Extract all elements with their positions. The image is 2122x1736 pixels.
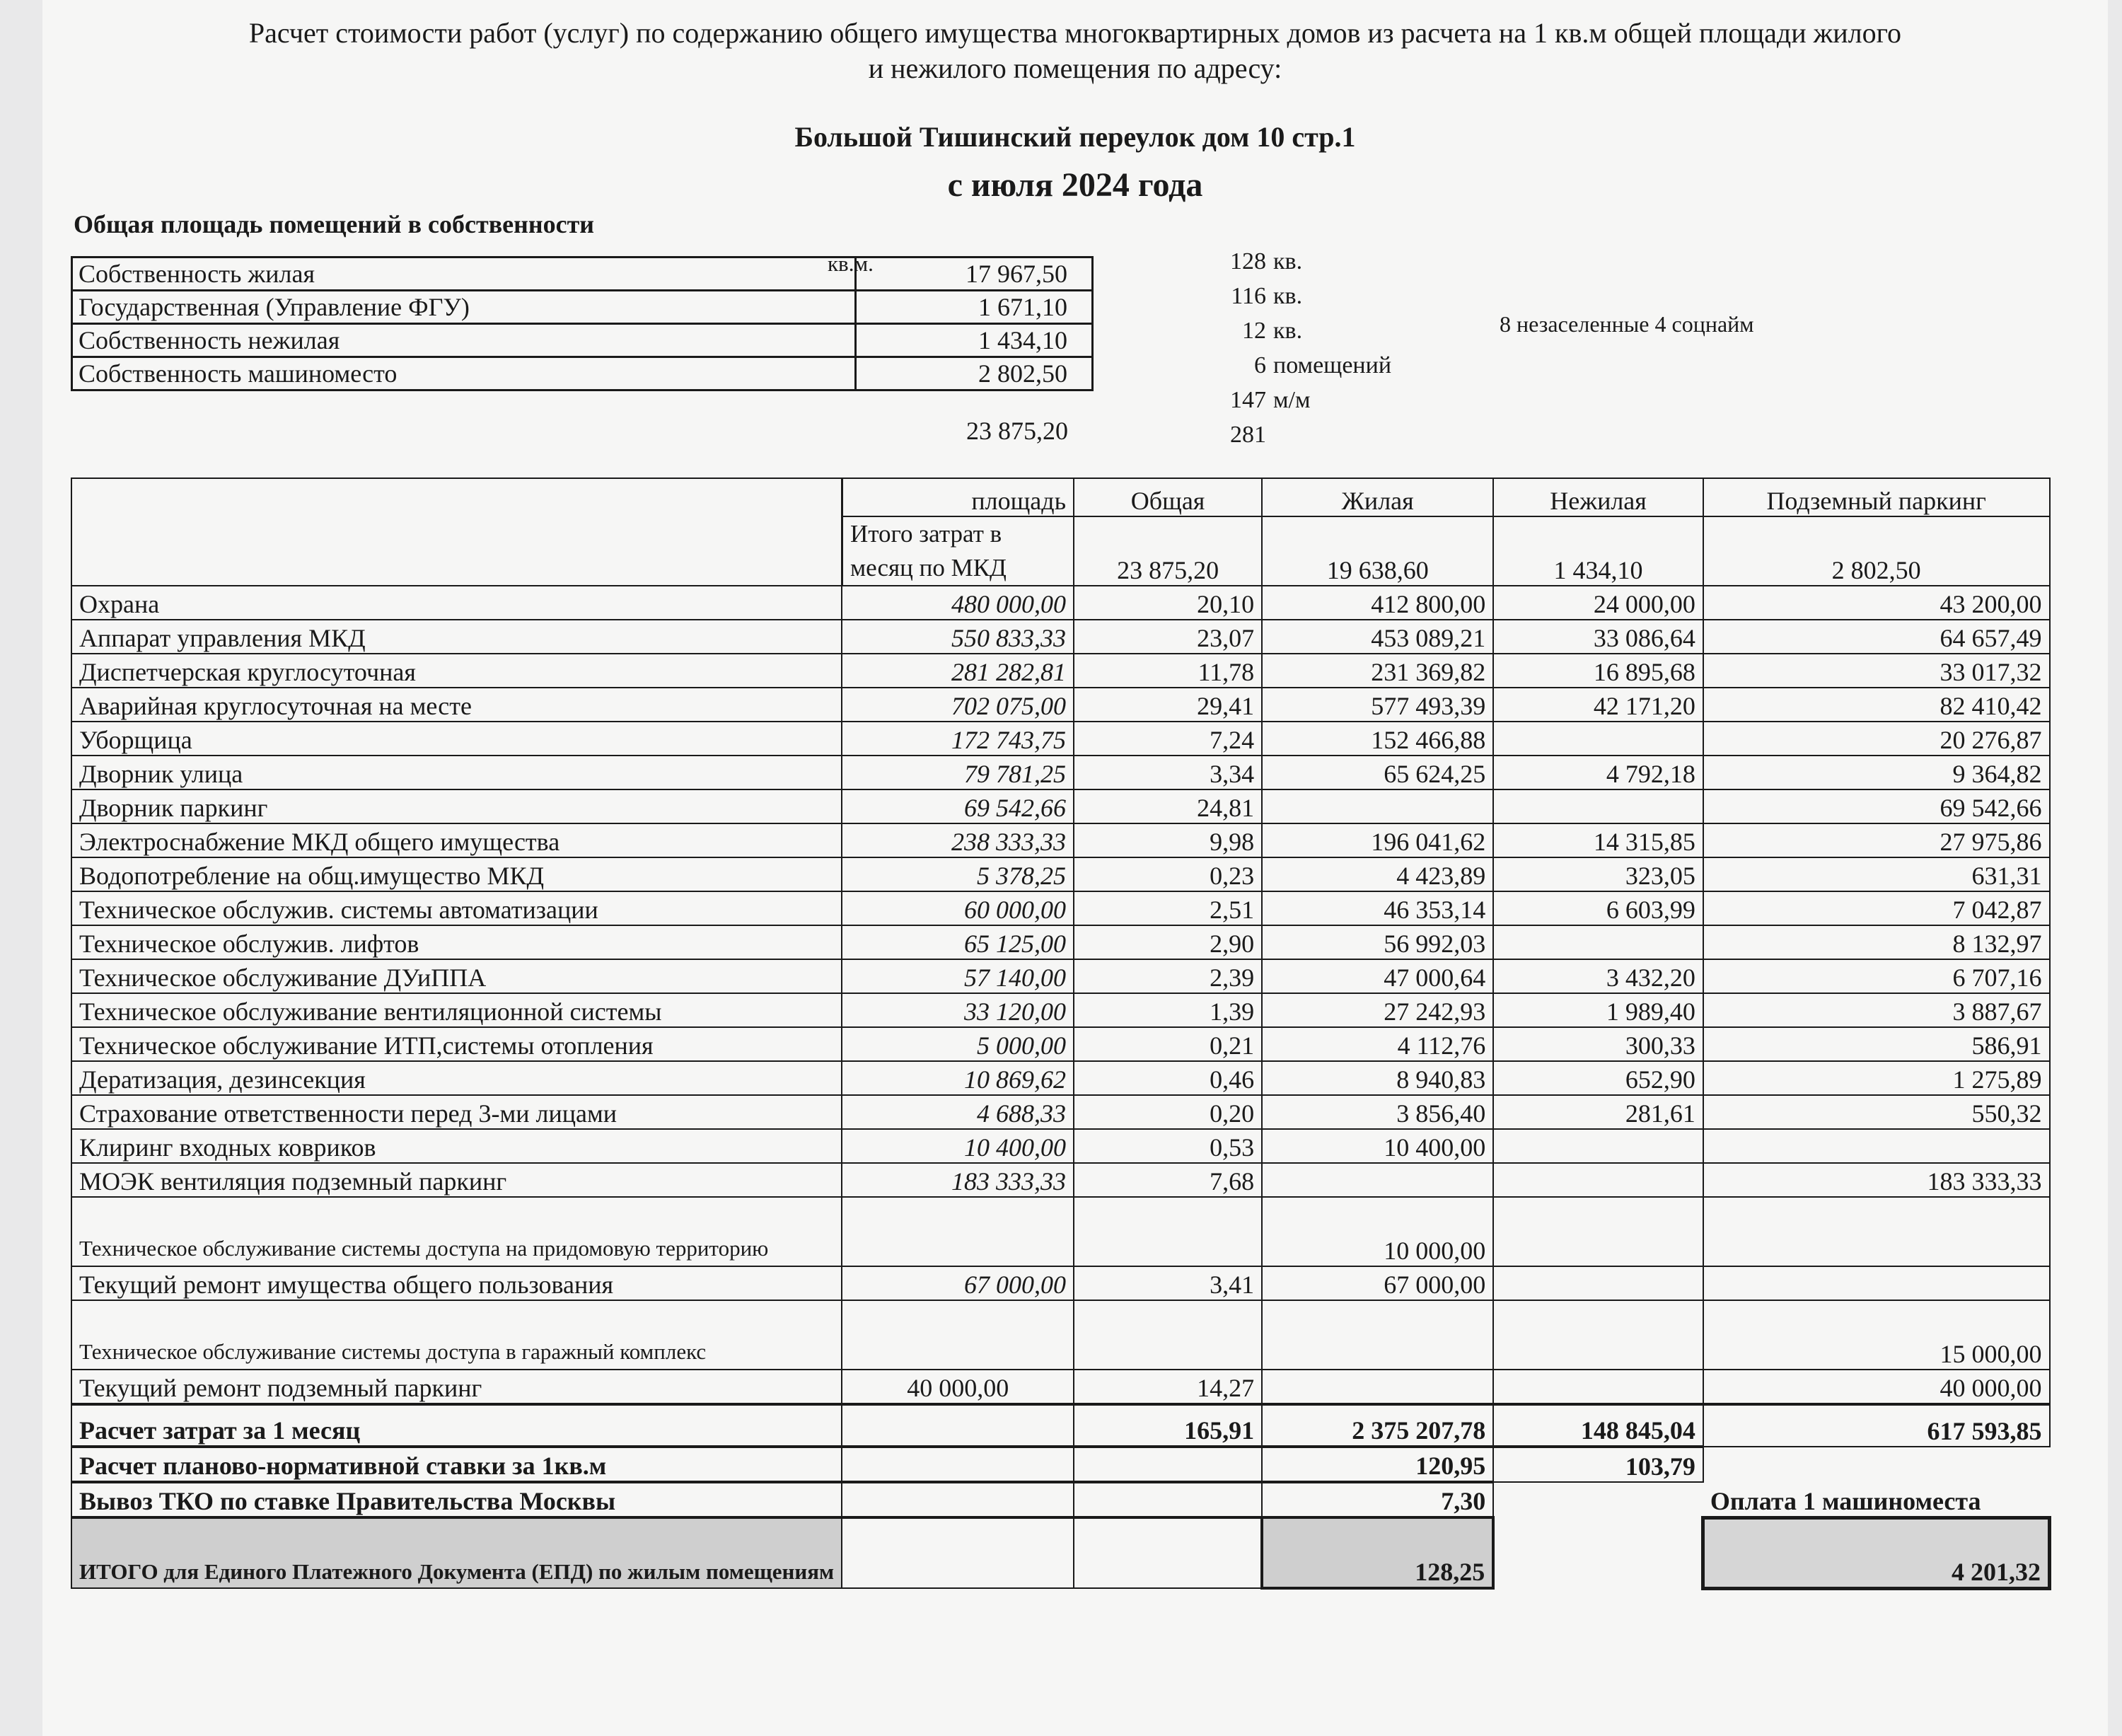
row-rate: 9,98	[1074, 823, 1262, 857]
ownership-row	[72, 357, 1093, 390]
table-row	[71, 1197, 2050, 1266]
row-parking: 82 410,42	[1703, 688, 2050, 722]
row-rate: 2,51	[1074, 891, 1262, 925]
header-col-total: Общая	[1074, 478, 1262, 516]
row-nonresidential	[1493, 789, 1703, 823]
ownership-area: 1 434,10	[856, 324, 1093, 357]
norm-rate-parking	[1703, 1447, 2050, 1482]
table-row	[71, 1061, 2050, 1095]
count-row	[1174, 417, 1415, 452]
row-nonresidential: 1 989,40	[1493, 993, 1703, 1027]
norm-rate-nonresidential: 103,79	[1493, 1447, 1703, 1482]
row-cost: 67 000,00	[842, 1266, 1074, 1300]
monthly-nonresidential: 148 845,04	[1493, 1404, 1703, 1447]
row-nonresidential: 281,61	[1493, 1095, 1703, 1129]
grand-total-rate	[1074, 1517, 1262, 1588]
norm-rate-residential: 120,95	[1262, 1447, 1493, 1482]
row-residential: 46 353,14	[1262, 891, 1493, 925]
row-cost: 281 282,81	[842, 654, 1074, 688]
row-name: Техническое обслужив. лифтов	[71, 925, 842, 959]
ownership-area: 17 967,50	[856, 257, 1093, 291]
row-rate: 0,20	[1074, 1095, 1262, 1129]
address: Большой Тишинский переулок дом 10 стр.1	[794, 121, 1356, 153]
row-rate: 7,24	[1074, 722, 1262, 756]
count-unit: кв.	[1273, 248, 1303, 274]
row-nonresidential: 24 000,00	[1493, 586, 1703, 620]
row-name: Электроснабжение МКД общего имущества	[71, 823, 842, 857]
norm-rate-row	[71, 1447, 2050, 1482]
row-cost: 5 000,00	[842, 1027, 1074, 1061]
tko-label: Вывоз ТКО по ставке Правительства Москвы	[71, 1482, 842, 1517]
row-cost: 480 000,00	[842, 586, 1074, 620]
count-unit: кв.	[1273, 283, 1303, 309]
row-parking: 183 333,33	[1703, 1163, 2050, 1197]
row-name: Дворник паркинг	[71, 789, 842, 823]
row-name: Техническое обслужив. системы автоматизации	[71, 891, 842, 925]
tko-cost	[842, 1482, 1074, 1517]
count-value: 128	[1230, 248, 1266, 274]
parking-pay-total: 4 201,32	[1703, 1517, 2050, 1588]
row-parking: 43 200,00	[1703, 586, 2050, 620]
row-nonresidential: 14 315,85	[1493, 823, 1703, 857]
header-area-total: 23 875,20	[1074, 516, 1262, 586]
header-col-residential: Жилая	[1262, 478, 1493, 516]
row-residential: 231 369,82	[1262, 654, 1493, 688]
row-nonresidential	[1493, 722, 1703, 756]
row-residential: 412 800,00	[1262, 586, 1493, 620]
title-line-1: Расчет стоимости работ (услуг) по содержанию общего имущества многоквартирных домов из расчета на 1 кв.м общей площади жилого	[248, 17, 1902, 49]
row-residential	[1262, 1370, 1493, 1404]
row-name: Диспетчерская круглосуточная	[71, 654, 842, 688]
header-area-nonresidential: 1 434,10	[1493, 516, 1703, 586]
monthly-cost	[842, 1404, 1074, 1447]
monthly-rate: 165,91	[1074, 1404, 1262, 1447]
row-cost: 40 000,00	[842, 1370, 1074, 1404]
row-rate: 0,53	[1074, 1129, 1262, 1163]
row-nonresidential: 4 792,18	[1493, 756, 1703, 789]
table-row	[71, 993, 2050, 1027]
table-row	[71, 586, 2050, 620]
row-nonresidential	[1493, 1370, 1703, 1404]
row-nonresidential	[1493, 925, 1703, 959]
row-nonresidential: 42 171,20	[1493, 688, 1703, 722]
row-parking: 550,32	[1703, 1095, 2050, 1129]
count-row	[1174, 279, 1415, 313]
row-cost: 550 833,33	[842, 620, 1074, 654]
row-name: Водопотребление на общ.имущество МКД	[71, 857, 842, 891]
row-parking: 64 657,49	[1703, 620, 2050, 654]
row-name: Техническое обслуживание ИТП,системы отопления	[71, 1027, 842, 1061]
period: с июля 2024 года	[947, 166, 1203, 204]
row-residential: 8 940,83	[1262, 1061, 1493, 1095]
count-row	[1174, 348, 1415, 383]
tko-rate	[1074, 1482, 1262, 1517]
row-cost: 57 140,00	[842, 959, 1074, 993]
row-name: Техническое обслуживание вентиляционной системы	[71, 993, 842, 1027]
monthly-label: Расчет затрат за 1 месяц	[71, 1404, 842, 1447]
row-rate: 3,34	[1074, 756, 1262, 789]
row-cost: 4 688,33	[842, 1095, 1074, 1129]
table-row	[71, 722, 2050, 756]
row-residential: 65 624,25	[1262, 756, 1493, 789]
row-parking: 33 017,32	[1703, 654, 2050, 688]
row-residential: 56 992,03	[1262, 925, 1493, 959]
row-name: Техническое обслуживание системы доступа на придомовую территорию	[71, 1197, 842, 1266]
row-parking	[1703, 1266, 2050, 1300]
tko-nonresidential	[1493, 1482, 1703, 1517]
table-row	[71, 756, 2050, 789]
row-parking: 69 542,66	[1703, 789, 2050, 823]
row-cost: 5 378,25	[842, 857, 1074, 891]
norm-rate-label: Расчет планово-нормативной ставки за 1кв.м	[71, 1447, 842, 1482]
row-residential: 27 242,93	[1262, 993, 1493, 1027]
row-nonresidential	[1493, 1129, 1703, 1163]
row-rate: 1,39	[1074, 993, 1262, 1027]
table-row	[71, 654, 2050, 688]
row-rate: 11,78	[1074, 654, 1262, 688]
row-parking: 7 042,87	[1703, 891, 2050, 925]
row-residential: 152 466,88	[1262, 722, 1493, 756]
grand-total-row	[71, 1517, 2050, 1588]
row-rate: 2,90	[1074, 925, 1262, 959]
row-name: Дератизация, дезинсекция	[71, 1061, 842, 1095]
row-nonresidential	[1493, 1197, 1703, 1266]
row-parking: 586,91	[1703, 1027, 2050, 1061]
row-parking: 9 364,82	[1703, 756, 2050, 789]
row-residential: 10 400,00	[1262, 1129, 1493, 1163]
count-row	[1174, 383, 1415, 417]
ownership-area: 1 671,10	[856, 291, 1093, 324]
row-name: Дворник улица	[71, 756, 842, 789]
row-name: МОЭК вентиляция подземный паркинг	[71, 1163, 842, 1197]
row-nonresidential	[1493, 1300, 1703, 1370]
header-area-parking: 2 802,50	[1703, 516, 2050, 586]
grand-total-nonresidential	[1493, 1517, 1703, 1588]
row-nonresidential	[1493, 1266, 1703, 1300]
monthly-parking: 617 593,85	[1703, 1404, 2050, 1447]
row-residential: 4 423,89	[1262, 857, 1493, 891]
row-rate	[1074, 1197, 1262, 1266]
monthly-total-row	[71, 1404, 2050, 1447]
tko-row	[71, 1482, 2050, 1517]
row-rate: 20,10	[1074, 586, 1262, 620]
ownership-label: Собственность машиноместо	[72, 357, 856, 390]
row-nonresidential: 33 086,64	[1493, 620, 1703, 654]
row-residential: 67 000,00	[1262, 1266, 1493, 1300]
row-name: Аппарат управления МКД	[71, 620, 842, 654]
row-rate: 2,39	[1074, 959, 1262, 993]
row-parking: 3 887,67	[1703, 993, 2050, 1027]
row-name: Аварийная круглосуточная на месте	[71, 688, 842, 722]
row-residential	[1262, 789, 1493, 823]
ownership-row	[72, 291, 1093, 324]
row-cost: 183 333,33	[842, 1163, 1074, 1197]
table-row	[71, 1300, 2050, 1370]
tko-residential: 7,30	[1262, 1482, 1493, 1517]
count-unit: кв.	[1273, 318, 1303, 344]
table-row	[71, 1129, 2050, 1163]
ownership-section-title: Общая площадь помещений в собственности	[74, 210, 594, 238]
row-parking: 1 275,89	[1703, 1061, 2050, 1095]
row-name: Текущий ремонт имущества общего пользования	[71, 1266, 842, 1300]
row-name: Уборщица	[71, 722, 842, 756]
ownership-area: 2 802,50	[856, 357, 1093, 390]
row-rate: 23,07	[1074, 620, 1262, 654]
row-rate: 24,81	[1074, 789, 1262, 823]
row-cost: 79 781,25	[842, 756, 1074, 789]
row-parking: 6 707,16	[1703, 959, 2050, 993]
table-row	[71, 823, 2050, 857]
table-row	[71, 688, 2050, 722]
occupancy-note: 8 незаселенные 4 соцнайм	[1500, 311, 1754, 337]
row-residential: 196 041,62	[1262, 823, 1493, 857]
ownership-label: Собственность жилая	[72, 257, 856, 291]
count-row	[1174, 244, 1415, 279]
count-value: 281	[1230, 422, 1266, 448]
table-row	[71, 1266, 2050, 1300]
table-row	[71, 1163, 2050, 1197]
row-cost: 60 000,00	[842, 891, 1074, 925]
document-sheet	[42, 0, 2108, 1736]
grand-total-cost	[842, 1517, 1074, 1588]
grand-total-residential: 128,25	[1262, 1517, 1493, 1588]
row-nonresidential	[1493, 1163, 1703, 1197]
row-residential	[1262, 1300, 1493, 1370]
row-rate: 0,23	[1074, 857, 1262, 891]
cost-rows	[71, 586, 2050, 1197]
row-parking	[1703, 1197, 2050, 1266]
row-cost: 172 743,75	[842, 722, 1074, 756]
row-cost: 33 120,00	[842, 993, 1074, 1027]
parking-pay-label: Оплата 1 машиноместа	[1710, 1486, 1981, 1515]
ownership-total: 23 875,20	[966, 417, 1068, 445]
row-rate	[1074, 1300, 1262, 1370]
header-area-residential: 19 638,60	[1262, 516, 1493, 586]
count-unit: помещений	[1273, 352, 1392, 378]
table-row	[71, 789, 2050, 823]
count-unit: м/м	[1273, 387, 1311, 413]
row-residential: 453 089,21	[1262, 620, 1493, 654]
row-rate: 29,41	[1074, 688, 1262, 722]
row-cost: 702 075,00	[842, 688, 1074, 722]
row-parking: 20 276,87	[1703, 722, 2050, 756]
row-cost: 10 400,00	[842, 1129, 1074, 1163]
norm-rate-rate	[1074, 1447, 1262, 1482]
unit-counts	[1174, 244, 1415, 452]
table-row	[71, 1370, 2050, 1404]
table-row	[71, 959, 2050, 993]
row-parking: 40 000,00	[1703, 1370, 2050, 1404]
row-nonresidential: 16 895,68	[1493, 654, 1703, 688]
norm-rate-cost	[842, 1447, 1074, 1482]
monthly-residential: 2 375 207,78	[1262, 1404, 1493, 1447]
row-rate: 0,21	[1074, 1027, 1262, 1061]
header-cost-label: Итого затрат в месяц по МКД	[842, 516, 1074, 586]
ownership-unit: кв.м.	[828, 251, 874, 276]
document-title	[113, 16, 2037, 86]
row-rate: 3,41	[1074, 1266, 1262, 1300]
row-parking: 15 000,00	[1703, 1300, 2050, 1370]
ownership-label: Собственность нежилая	[72, 324, 856, 357]
row-residential: 3 856,40	[1262, 1095, 1493, 1129]
ownership-row	[72, 324, 1093, 357]
row-residential: 10 000,00	[1262, 1197, 1493, 1266]
header-col-parking: Подземный паркинг	[1703, 478, 2050, 516]
row-cost: 10 869,62	[842, 1061, 1074, 1095]
row-name: Техническое обслуживание ДУиППА	[71, 959, 842, 993]
table-row	[71, 925, 2050, 959]
row-name: Техническое обслуживание системы доступа в гаражный комплекс	[71, 1300, 842, 1370]
row-cost: 238 333,33	[842, 823, 1074, 857]
row-nonresidential: 300,33	[1493, 1027, 1703, 1061]
row-cost	[842, 1300, 1074, 1370]
count-value: 6	[1254, 352, 1266, 378]
row-parking: 27 975,86	[1703, 823, 2050, 857]
row-name: Страхование ответственности перед 3-ми лицами	[71, 1095, 842, 1129]
table-row	[71, 891, 2050, 925]
row-cost	[842, 1197, 1074, 1266]
table-row	[71, 620, 2050, 654]
row-rate: 0,46	[1074, 1061, 1262, 1095]
header-row	[71, 478, 2050, 516]
header-col-nonresidential: Нежилая	[1493, 478, 1703, 516]
row-parking: 8 132,97	[1703, 925, 2050, 959]
count-value: 147	[1230, 387, 1266, 413]
row-name: Клиринг входных ковриков	[71, 1129, 842, 1163]
row-parking	[1703, 1129, 2050, 1163]
count-row	[1174, 313, 1415, 348]
row-cost: 65 125,00	[842, 925, 1074, 959]
header-area-label: площадь	[842, 478, 1074, 516]
row-residential	[1262, 1163, 1493, 1197]
table-row	[71, 1095, 2050, 1129]
row-rate: 7,68	[1074, 1163, 1262, 1197]
grand-total-label: ИТОГО для Единого Платежного Документа (ЕПД) по жилым помещениям	[71, 1517, 842, 1588]
row-nonresidential: 6 603,99	[1493, 891, 1703, 925]
header-empty	[71, 478, 842, 586]
row-name: Охрана	[71, 586, 842, 620]
row-nonresidential: 323,05	[1493, 857, 1703, 891]
count-value: 12	[1242, 318, 1266, 344]
row-name: Текущий ремонт подземный паркинг	[71, 1370, 842, 1404]
row-residential: 4 112,76	[1262, 1027, 1493, 1061]
table-row	[71, 857, 2050, 891]
row-nonresidential: 3 432,20	[1493, 959, 1703, 993]
cost-table	[71, 478, 2051, 1590]
row-parking: 631,31	[1703, 857, 2050, 891]
row-cost: 69 542,66	[842, 789, 1074, 823]
table-row	[71, 1027, 2050, 1061]
row-residential: 577 493,39	[1262, 688, 1493, 722]
row-residential: 47 000,64	[1262, 959, 1493, 993]
row-nonresidential: 652,90	[1493, 1061, 1703, 1095]
ownership-label: Государственная (Управление ФГУ)	[72, 291, 856, 324]
ownership-row	[72, 257, 1093, 291]
row-rate: 14,27	[1074, 1370, 1262, 1404]
count-value: 116	[1231, 283, 1266, 309]
ownership-table	[71, 256, 1094, 391]
title-line-2: и нежилого помещения по адресу:	[868, 52, 1282, 84]
